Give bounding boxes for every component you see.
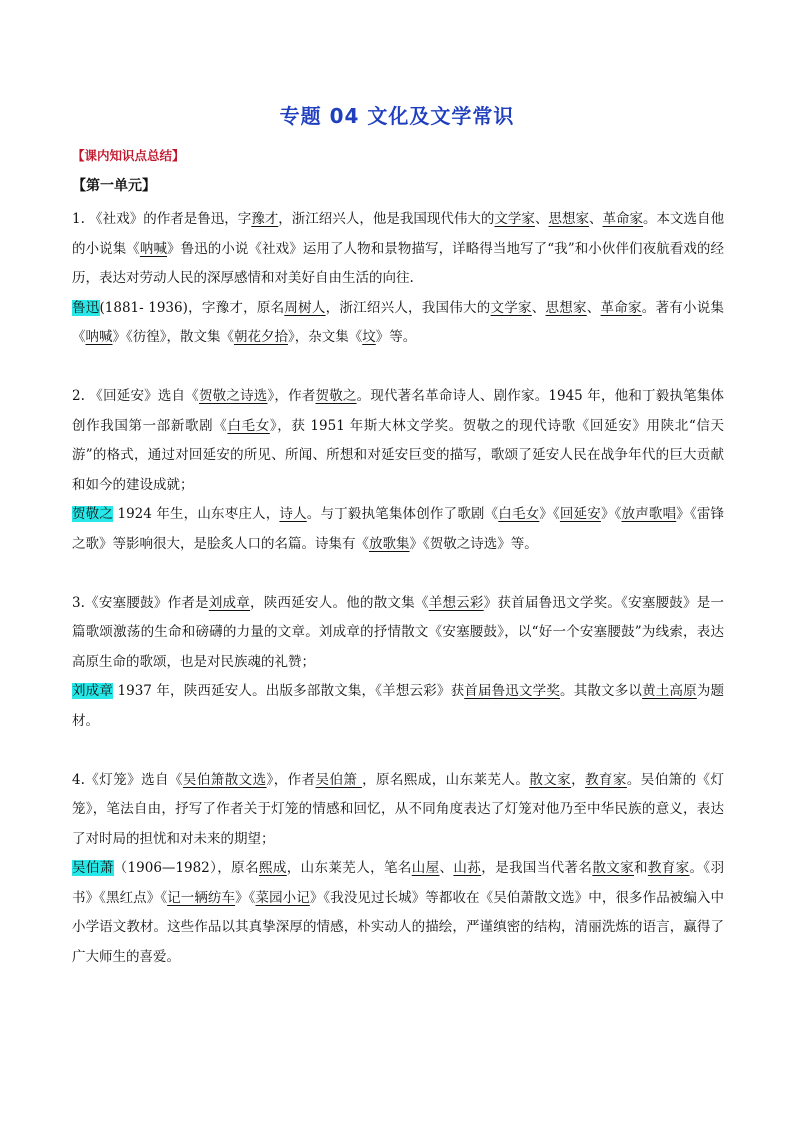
text-run: 和 [633, 860, 648, 877]
text-run: ， [571, 771, 586, 788]
text-run: 1924 年生，山东枣庄人， [113, 506, 280, 523]
section-tag: 【课内知识点总结】 [72, 148, 185, 163]
underlined-term: 豫才 [251, 211, 279, 227]
text-run: 、 [439, 860, 454, 877]
entry-intro [72, 205, 724, 294]
text-run: 。吴伯箫的《灯笼》，笔法自由，抒写了作者关于灯笼的情感和回忆，从不同角度表达了灯笼对他乃至中华民族的意义，表达了对时局的担忧和对未来的期望； [72, 771, 724, 847]
paragraph-gap [72, 737, 724, 766]
underlined-term: 呐喊 [85, 329, 113, 346]
underlined-term: 周树人 [284, 299, 326, 316]
document-body [72, 205, 724, 973]
author-bio [72, 677, 724, 736]
underlined-term: 诗人 [279, 506, 307, 523]
text-run: 。其散文多以 [560, 683, 643, 700]
underlined-term: 黄土高原 [642, 683, 697, 700]
text-run: 、 [531, 299, 546, 316]
underlined-term: 思想家 [548, 211, 589, 227]
entry-intro [72, 589, 724, 678]
text-run: 4.《灯笼》选自《 [72, 771, 183, 788]
underlined-term: 山屋 [411, 860, 440, 877]
text-run: 》《我没见过长城》等都收在《吴伯萧散文选》中，很多作品被编入中小学语文教材。这些作品以其真挚深厚的情感，朴实动人的描绘，严谨缜密的结构，清丽洗炼的语言，赢得了广大师生的喜爱。 [72, 889, 725, 966]
text-run: 》等。 [375, 329, 417, 346]
underlined-term: 刘成章 [208, 594, 251, 611]
text-run: 。现代著名革命诗人、剧作家。1945 年，他和丁毅执笔集体创作我国第一部新歌剧《 [72, 387, 725, 434]
text-run: ，浙江绍兴人，他是我国现代伟大的 [278, 211, 495, 227]
underlined-term: 思想家 [545, 299, 587, 316]
underlined-term: 放歌集 [369, 535, 410, 552]
underlined-term: 教育家 [647, 860, 690, 877]
underlined-term: 革命家 [602, 211, 644, 227]
text-run: 》，作者 [266, 771, 316, 788]
text-run: 》《 [235, 889, 256, 906]
underlined-term: 散文家 [529, 771, 572, 788]
text-run: (1881- 1936)，字豫才，原名 [99, 299, 285, 316]
text-run: 1. 《社戏》的作者是鲁迅，字 [72, 211, 252, 227]
text-run: 》《贺敬之诗选》等。 [409, 535, 538, 552]
underlined-term: 放声歌唱 [621, 506, 677, 523]
text-run: 。《羽书》《黑红点》《 [72, 860, 725, 906]
unit-heading: 【第一单元】 [72, 178, 156, 194]
text-run: ，浙江绍兴人，我国伟大的 [325, 299, 491, 316]
text-run: ，原名熙成，山东莱芜人。 [362, 771, 530, 788]
text-run: 1937 年，陕西延安人。出版多部散文集，《羊想云彩》获 [113, 683, 465, 700]
text-run: 》鲁迅的小说《社戏》运用了人物和景物描写，详略得当地写了“我”和小伙伴们夜航看戏的经历，表达对劳动人民的深厚感情和对美好自由生活的向往. [72, 240, 724, 287]
entry-intro [72, 766, 724, 855]
underlined-term: 回延安 [559, 506, 601, 523]
text-run: 。本文选自他的小说集《 [72, 211, 725, 257]
author-bio [72, 500, 724, 559]
text-run: 、 [588, 211, 603, 227]
underlined-term: 坟 [362, 329, 376, 346]
author-bio [72, 294, 724, 353]
text-run: 》获首届鲁迅文学奖。《安塞腰鼓》是一篇歌颂激荡的生命和磅礴的力量的文章。刘成章的抒情散文《安塞腰鼓》，以“好一个安塞腰鼓”为线索，表达高原生命的歌颂，也是对民族魂的礼赞； [72, 594, 725, 670]
text-run: 3.《安塞腰鼓》作者是 [72, 594, 209, 611]
text-run: 》，杂文集《 [288, 329, 363, 346]
underlined-term: 革命家 [600, 299, 642, 316]
text-run: 。与丁毅执笔集体创作了歌剧《 [306, 506, 499, 523]
underlined-term: 贺敬之 [315, 387, 357, 404]
paragraph-gap [72, 353, 724, 382]
text-run: ，山东莱芜人，笔名 [286, 860, 412, 877]
underlined-term: 散文家 [592, 860, 634, 877]
underlined-term: 首届鲁迅文学奖 [464, 683, 561, 700]
underlined-term: 山荪 [453, 860, 482, 877]
text-run: ，是我国当代著名 [481, 860, 593, 877]
text-run: 》，作者 [267, 387, 316, 404]
text-run: （1906—1982），原名 [113, 860, 259, 877]
text-run: 》《彷徨》，散文集《 [112, 329, 234, 346]
underlined-term: 朝花夕拾 [234, 329, 288, 346]
text-run: 为题材。 [72, 683, 725, 729]
highlighted-name: 吴伯萧 [72, 860, 114, 877]
underlined-term: 吴伯箫散文选 [182, 771, 267, 788]
text-run: 》，获 1951 年斯大林文学奖。贺敬之的现代诗歌《回延安》用陕北“信天游”的格式，通过对回延安的所见、所闻、所想和对延安巨变的描写，歌颂了延安人民在战争年代的巨大贡献和如今的建设成就； [72, 417, 725, 493]
underlined-term: 白毛女 [498, 506, 540, 523]
underlined-term: 吴伯箫 [315, 771, 363, 788]
text-run: 、 [534, 211, 549, 227]
highlighted-name: 刘成章 [72, 683, 114, 700]
underlined-term: 熙成 [258, 860, 287, 877]
underlined-term: 记一辆纺车 [167, 889, 236, 906]
text-run: 》《 [539, 506, 560, 523]
paragraph-gap [72, 560, 724, 589]
underlined-term: 菜园小记 [255, 889, 310, 906]
entry-intro [72, 382, 724, 500]
underlined-term: 羊想云彩 [428, 594, 484, 611]
author-bio [72, 854, 724, 972]
highlighted-name: 贺敬之 [72, 506, 114, 523]
underlined-term: 白毛女 [227, 417, 270, 434]
text-run: 》《 [600, 506, 622, 523]
text-run: ，陕西延安人。他的散文集《 [250, 594, 429, 611]
text-run: 》《雷锋之歌》等影响很大，是脍炙人口的名篇。诗集有《 [72, 506, 725, 552]
page-title: 专题 04 文化及文学常识 [279, 104, 515, 128]
text-run: 、 [586, 299, 601, 316]
underlined-term: 呐喊 [139, 240, 168, 257]
underlined-term: 文学家 [490, 299, 532, 316]
underlined-term: 贺敬之诗选 [198, 387, 268, 404]
text-run: 2. 《回延安》选自《 [72, 387, 199, 404]
underlined-term: 文学家 [494, 211, 535, 227]
underlined-term: 教育家 [585, 771, 627, 788]
text-run: 。著有小说集《 [72, 299, 725, 346]
highlighted-name: 鲁迅 [72, 299, 100, 316]
